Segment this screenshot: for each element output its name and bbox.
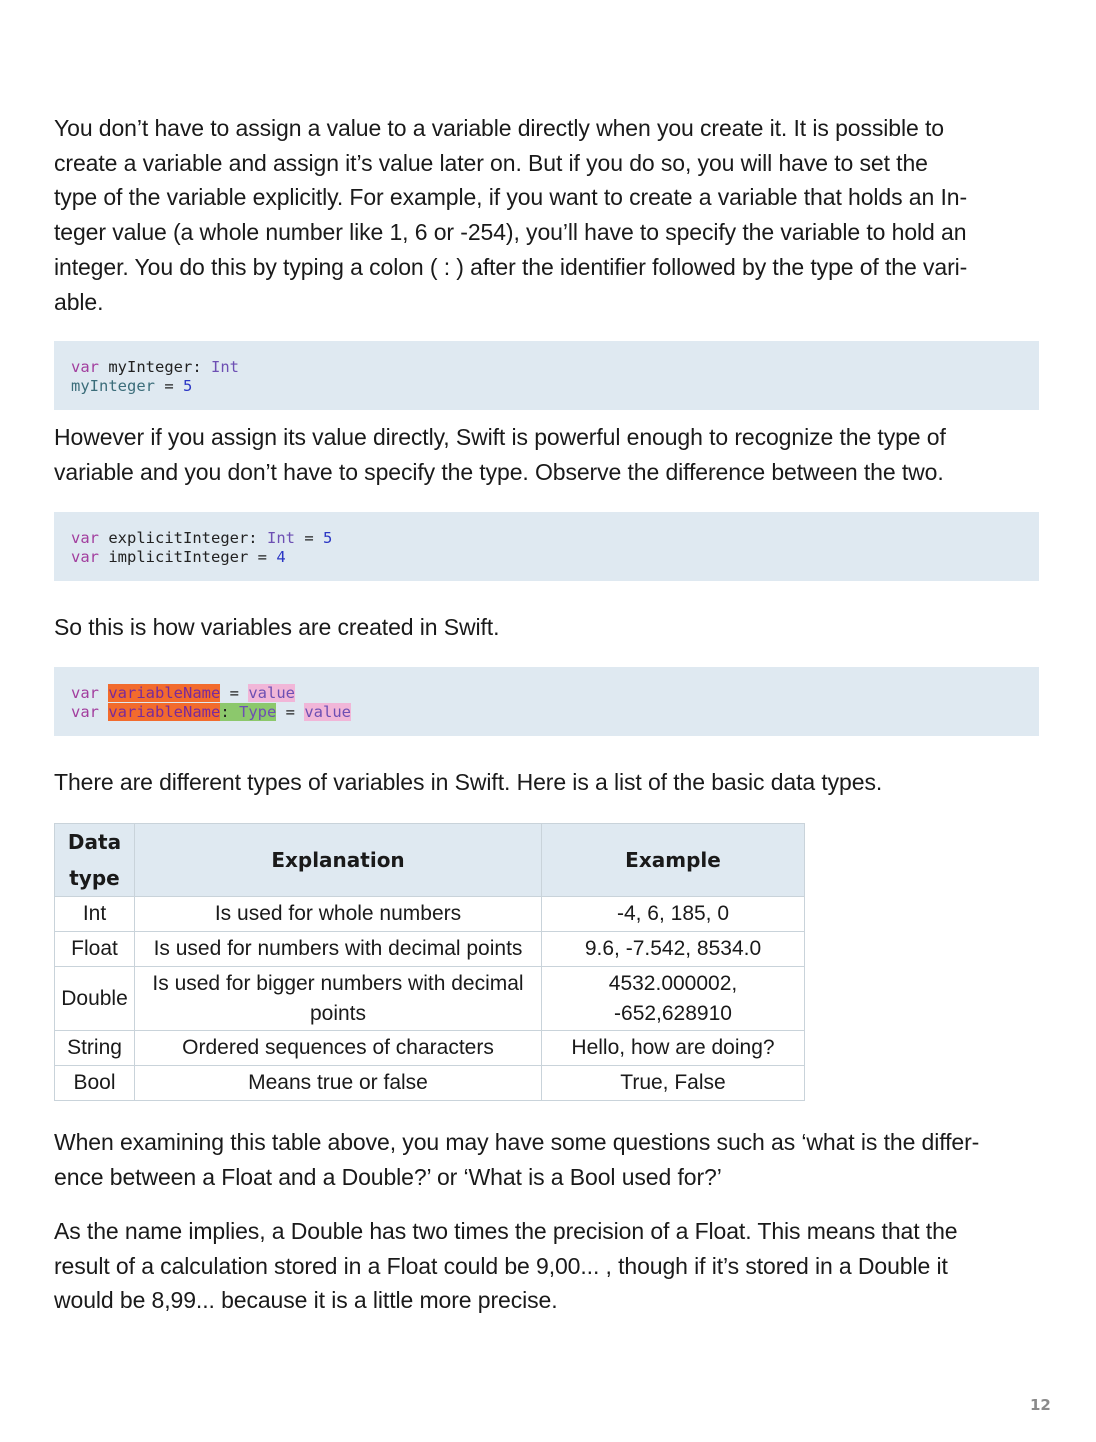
code-keyword: var <box>71 358 99 376</box>
code-type: Type <box>239 703 277 721</box>
code-type: Int <box>266 529 295 547</box>
cell-type: Int <box>55 897 135 932</box>
header-data-type: Data type <box>55 824 135 897</box>
cell-explanation: Is used for whole numbers <box>135 897 542 932</box>
highlight-variable-name: variableName <box>108 684 221 702</box>
cell-explanation: Is used for bigger numbers with decimal points <box>135 967 542 1031</box>
code-block-explicit-vs-implicit <box>54 512 1039 581</box>
table-row <box>55 932 805 967</box>
code-number: 5 <box>322 529 333 547</box>
cell-example: -4, 6, 185, 0 <box>542 897 805 932</box>
code-identifier: myInteger: <box>99 358 211 376</box>
code-line <box>71 703 1022 722</box>
cell-example: True, False <box>542 1066 805 1101</box>
paragraph-questions: When examining this table above, you may have some questions such as ‘what is the differ- ence between a Float and a Double?’ or ‘What is a Bool used for?’ <box>54 1129 980 1190</box>
header-explanation: Explanation <box>135 824 542 897</box>
table-row <box>55 1031 805 1066</box>
code-identifier: implicitInteger = <box>99 548 277 566</box>
paragraph-precision: As the name implies, a Double has two times the precision of a Float. This means that the result of a calculation stored in a Float could be 9,00... , though if it’s stored in a Double it would be 8,99... because it is a little more precise. <box>54 1218 958 1314</box>
cell-type: Bool <box>55 1066 135 1101</box>
code-operator: = <box>155 377 183 395</box>
code-keyword: var <box>71 703 99 721</box>
code-identifier: explicitInteger: <box>99 529 267 547</box>
cell-explanation: Ordered sequences of characters <box>135 1031 542 1066</box>
paragraph-types-intro: There are different types of variables in Swift. Here is a list of the basic data types. <box>54 769 883 795</box>
highlight-value: value <box>304 703 351 721</box>
code-number: 5 <box>183 377 193 395</box>
code-line <box>71 358 1022 377</box>
cell-explanation: Is used for numbers with decimal points <box>135 932 542 967</box>
code-operator: = <box>276 703 305 721</box>
code-line <box>71 529 1022 548</box>
cell-example: Hello, how are doing? <box>542 1031 805 1066</box>
cell-example: 9.6, -7.542, 8534.0 <box>542 932 805 967</box>
code-operator: = <box>294 529 323 547</box>
cell-type: String <box>55 1031 135 1066</box>
highlight-value: value <box>248 684 295 702</box>
code-number: 4 <box>276 548 286 566</box>
table-row <box>55 1066 805 1101</box>
code-colon: : <box>220 703 239 721</box>
data-types-table <box>54 823 805 1101</box>
table-row <box>55 897 805 932</box>
highlight-type-annotation <box>220 703 276 721</box>
cell-type: Double <box>55 967 135 1031</box>
cell-type: Float <box>55 932 135 967</box>
paragraph-assign-later: You don’t have to assign a value to a variable directly when you create it. It is possible to create a variable and assign it’s value later on. But if you do so, you will have to set the type of the variable explicitly. For example, if you want to create a variable that holds an In- teger value (a whole number like 1, 6 or -254), you’ll have to specify the variable to hold an integer. You do this by typing a colon ( : ) after the identifier followed by the type of the vari- able. <box>54 115 968 315</box>
cell-explanation: Means true or false <box>135 1066 542 1101</box>
code-keyword: var <box>71 684 99 702</box>
code-block-explicit-declaration <box>54 341 1039 410</box>
code-line <box>71 684 1022 703</box>
paragraph-type-inference: However if you assign its value directly, Swift is powerful enough to recognize the type of variable and you don’t have to specify the type. Observe the difference between the two. <box>54 424 946 485</box>
code-keyword: var <box>71 529 99 547</box>
code-identifier: myInteger <box>71 377 155 395</box>
table-row <box>55 967 805 1031</box>
code-operator: = <box>220 684 249 702</box>
header-example: Example <box>542 824 805 897</box>
cell-example: 4532.000002, -652,628910 <box>542 967 805 1031</box>
code-type: Int <box>210 358 239 376</box>
code-block-syntax-template <box>54 667 1039 736</box>
page-number: 12 <box>1030 1396 1051 1414</box>
code-keyword: var <box>71 548 99 566</box>
code-line <box>71 548 1022 567</box>
code-line <box>71 377 1022 396</box>
highlight-variable-name: variableName <box>108 703 221 721</box>
paragraph-how-created: So this is how variables are created in Swift. <box>54 614 500 640</box>
table-header-row <box>55 824 805 897</box>
